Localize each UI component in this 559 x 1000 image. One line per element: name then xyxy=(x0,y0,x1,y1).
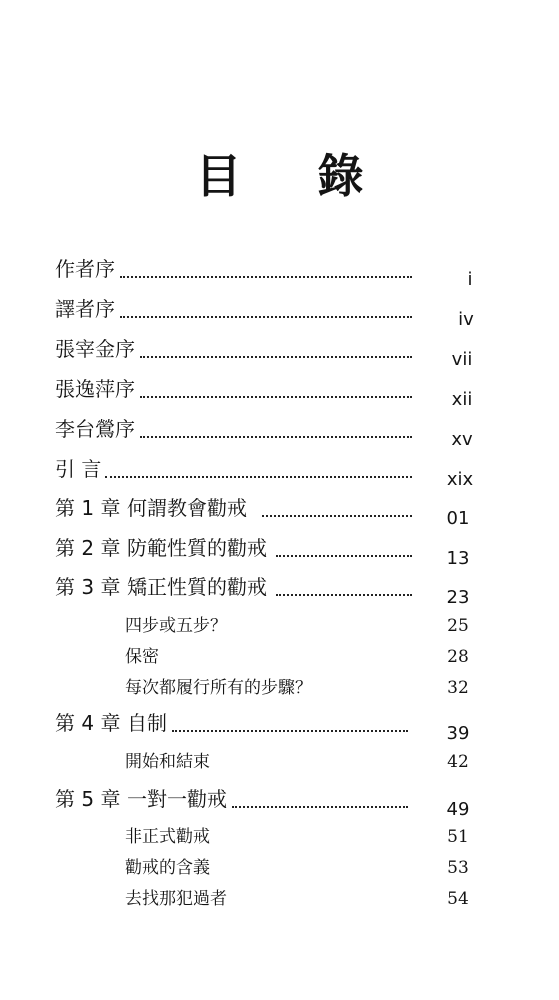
toc-entry-page: xii xyxy=(451,389,473,410)
toc-subentry xyxy=(0,817,559,847)
toc-entry xyxy=(0,254,559,290)
toc-entry-label: 李台鶯序 xyxy=(55,417,135,441)
toc-entry-page: xix xyxy=(446,469,474,490)
toc-subentry-label: 非正式勸戒 xyxy=(125,827,210,847)
page-title: 目 錄 xyxy=(195,149,394,203)
chapter-title: 矯正性質的勸戒 xyxy=(127,575,267,599)
toc-entry-page: 53 xyxy=(447,858,469,878)
toc-entry xyxy=(0,414,559,450)
toc-entry-page: 23 xyxy=(446,587,470,608)
toc-subentry xyxy=(0,742,559,772)
chapter-number: 第 1 章 xyxy=(55,496,121,520)
chapter-number: 第 2 章 xyxy=(55,536,121,560)
chapter-title: 何謂教會勸戒 xyxy=(127,496,247,520)
toc-subentry-label: 開始和結束 xyxy=(125,752,210,772)
dot-leader xyxy=(276,555,412,557)
toc-subentry xyxy=(0,637,559,667)
toc-entry-label: 譯者序 xyxy=(55,297,115,321)
toc-subentry xyxy=(0,606,559,636)
dot-leader xyxy=(172,730,408,732)
toc-entry xyxy=(0,454,559,490)
toc-subentry-label: 每次都履行所有的步驟？ xyxy=(125,678,312,698)
chapter-title: 自制 xyxy=(127,711,167,735)
toc-chapter xyxy=(0,572,559,608)
toc-entry-page: 49 xyxy=(446,799,470,820)
toc-entry-page: xv xyxy=(451,429,473,450)
chapter-number: 第 4 章 xyxy=(55,711,121,735)
toc-subentry-label: 四步或五步？ xyxy=(125,616,227,636)
chapter-title: 防範性質的勸戒 xyxy=(127,536,267,560)
toc-entry-page: 54 xyxy=(447,889,469,909)
toc-entry-page: vii xyxy=(451,349,473,370)
toc-entry-label: 引 言 xyxy=(55,457,102,481)
toc-entry-page: 32 xyxy=(447,678,469,698)
toc-entry-label: 張宰金序 xyxy=(55,337,135,361)
toc-subentry-label: 保密 xyxy=(125,647,159,667)
toc-chapter xyxy=(0,784,559,820)
dot-leader xyxy=(105,476,412,478)
toc-entry-page: 13 xyxy=(446,548,470,569)
chapter-title: 一對一勸戒 xyxy=(127,787,227,811)
toc-entry-page: i xyxy=(467,269,473,290)
toc-subentry-label: 去找那犯過者 xyxy=(125,889,227,909)
dot-leader xyxy=(232,806,408,808)
toc-entry-page: 25 xyxy=(447,616,469,636)
dot-leader xyxy=(140,356,412,358)
toc-entry xyxy=(0,294,559,330)
toc-entry-page: 28 xyxy=(447,647,469,667)
toc-chapter xyxy=(0,533,559,569)
toc-subentry xyxy=(0,848,559,878)
toc-entry xyxy=(0,334,559,370)
toc-entry-page: 01 xyxy=(446,508,470,529)
toc-entry-label: 張逸萍序 xyxy=(55,377,135,401)
chapter-number: 第 5 章 xyxy=(55,787,121,811)
toc-entry xyxy=(0,374,559,410)
toc-entry-page: 39 xyxy=(446,723,470,744)
toc-entry-page: 42 xyxy=(447,752,469,772)
toc-subentry xyxy=(0,879,559,909)
toc-chapter xyxy=(0,708,559,744)
chapter-number: 第 3 章 xyxy=(55,575,121,599)
toc-subentry xyxy=(0,668,559,698)
dot-leader xyxy=(120,276,412,278)
toc-chapter xyxy=(0,493,559,529)
dot-leader xyxy=(276,594,412,596)
toc-entry-page: 51 xyxy=(447,827,469,847)
toc-entry-label: 作者序 xyxy=(55,257,115,281)
dot-leader xyxy=(262,515,412,517)
dot-leader xyxy=(120,316,412,318)
toc-entry-page: iv xyxy=(458,309,474,330)
dot-leader xyxy=(140,396,412,398)
dot-leader xyxy=(140,436,412,438)
toc-subentry-label: 勸戒的含義 xyxy=(125,858,210,878)
